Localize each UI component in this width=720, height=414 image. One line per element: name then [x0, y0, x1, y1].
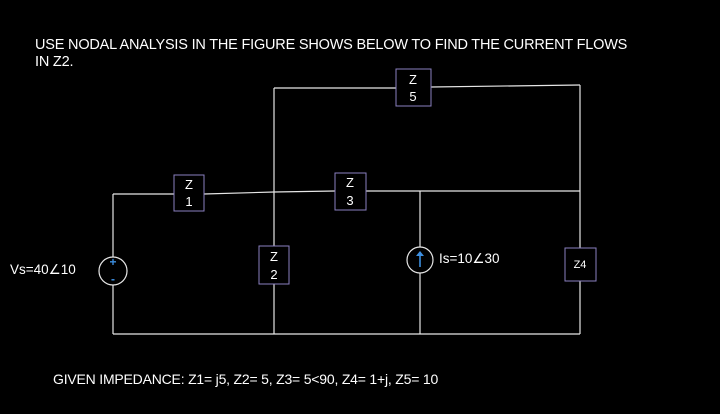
z2-number: 2: [270, 267, 278, 282]
impedance-z3: [335, 173, 366, 210]
impedance-z4: [565, 248, 596, 281]
given-impedance-text: GIVEN IMPEDANCE: Z1= j5, Z2= 5, Z3= 5<90, Z4= 1+j, Z5= 10: [53, 371, 439, 387]
z1-number: 1: [185, 194, 193, 209]
current-source: [407, 247, 433, 273]
impedance-z5: [396, 69, 431, 106]
voltage-source: [99, 255, 127, 286]
wire-node-a-to-z3: [274, 191, 335, 192]
z4-label: Z4: [573, 259, 587, 271]
minus-sign: -: [111, 272, 115, 286]
z2-letter: Z: [270, 249, 278, 264]
z3-letter: Z: [346, 175, 354, 190]
z5-letter: Z: [409, 72, 417, 87]
plus-sign: +: [109, 255, 117, 269]
voltage-source-label: Vs=40∠10: [10, 262, 76, 277]
problem-line-1: USE NODAL ANALYSIS IN THE FIGURE SHOWS BELOW TO FIND THE CURRENT FLOWS: [35, 37, 628, 53]
z1-letter: Z: [185, 177, 193, 192]
z3-number: 3: [346, 193, 354, 208]
wire-top-right: [431, 85, 580, 87]
impedance-z1: [174, 175, 204, 211]
impedance-z2: [259, 246, 289, 284]
z5-number: 5: [409, 89, 417, 104]
wire-z1-to-node-a: [204, 192, 274, 194]
problem-line-2: IN Z2.: [35, 54, 74, 70]
current-source-label: Is=10∠30: [439, 251, 500, 266]
